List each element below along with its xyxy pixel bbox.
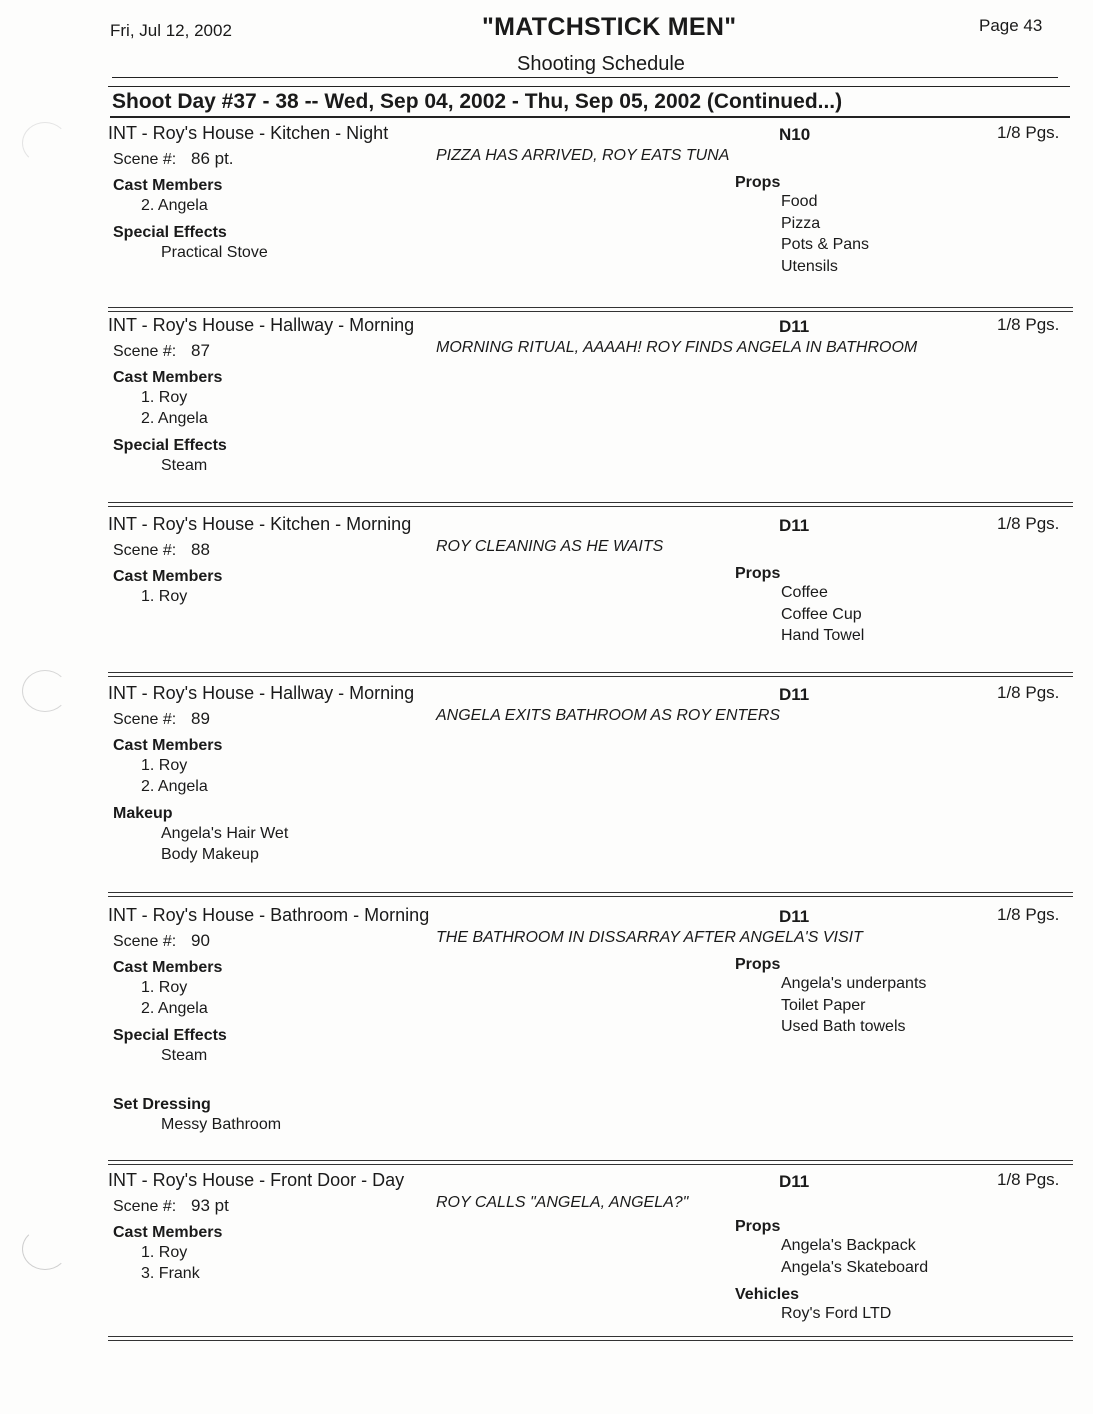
scene-number: 87 xyxy=(191,341,210,360)
day-night-code: D11 xyxy=(779,685,810,704)
scene-description: ANGELA EXITS BATHROOM AS ROY ENTERS xyxy=(436,707,781,724)
element-item: Food xyxy=(781,193,818,210)
element-category: Cast Members xyxy=(113,959,223,976)
element-category: Makeup xyxy=(113,805,173,822)
element-category: Cast Members xyxy=(113,568,223,585)
element-item: 1. Roy xyxy=(141,1244,188,1261)
element-category: Cast Members xyxy=(113,1224,223,1241)
day-night-code: D11 xyxy=(779,907,810,926)
element-item: 2. Angela xyxy=(141,778,208,795)
scene-description: PIZZA HAS ARRIVED, ROY EATS TUNA xyxy=(436,147,730,164)
scene-number-label: Scene #: xyxy=(113,542,177,559)
element-item: Toilet Paper xyxy=(781,996,866,1014)
element-category: Set Dressing xyxy=(113,1096,211,1113)
scene-slugline: INT - Roy's House - Kitchen - Morning xyxy=(108,514,412,534)
schedule-subtitle: Shooting Schedule xyxy=(517,53,685,75)
shoot-day-underline xyxy=(110,116,1070,118)
element-item: Angela's Skateboard xyxy=(781,1258,929,1276)
element-item: Coffee Cup xyxy=(781,605,862,623)
element-category: Special Effects xyxy=(113,437,227,454)
scene-description: MORNING RITUAL, AAAAH! ROY FINDS ANGELA IN BATHROOM xyxy=(436,339,918,356)
scene-separator xyxy=(108,676,1073,677)
element-category: Special Effects xyxy=(113,224,227,241)
scene-slugline: INT - Roy's House - Front Door - Day xyxy=(108,1170,405,1190)
element-item: 3. Frank xyxy=(141,1265,200,1282)
element-item: Utensils xyxy=(781,257,838,275)
scene-separator xyxy=(108,307,1073,308)
element-category: Props xyxy=(735,174,781,191)
scene-separator xyxy=(108,311,1073,312)
element-category: Vehicles xyxy=(735,1286,800,1303)
day-night-code: D11 xyxy=(779,516,810,535)
page-count: 1/8 Pgs. xyxy=(997,1170,1060,1189)
scene-number: 90 xyxy=(191,931,210,950)
page-number: Page 43 xyxy=(979,16,1043,35)
punch-hole xyxy=(22,1228,68,1270)
element-item: Pots & Pans xyxy=(781,236,870,253)
scene-separator xyxy=(108,1164,1073,1165)
scene-number: 89 xyxy=(191,709,210,728)
scene-number: 93 pt xyxy=(191,1196,229,1215)
scene-description: ROY CALLS "ANGELA, ANGELA?" xyxy=(436,1194,689,1211)
scene-slugline: INT - Roy's House - Bathroom - Morning xyxy=(108,905,430,925)
element-category: Cast Members xyxy=(113,177,223,194)
scene-separator xyxy=(108,672,1073,673)
page-count: 1/8 Pgs. xyxy=(997,123,1060,142)
element-item: Practical Stove xyxy=(161,244,268,261)
scene-number-label: Scene #: xyxy=(113,151,177,168)
header-rule xyxy=(112,77,1058,78)
punch-hole xyxy=(22,122,68,164)
scene-description: ROY CLEANING AS HE WAITS xyxy=(436,538,664,555)
scene-separator xyxy=(108,892,1073,893)
scene-slugline: INT - Roy's House - Kitchen - Night xyxy=(108,123,389,143)
production-title: "MATCHSTICK MEN" xyxy=(482,13,737,41)
element-item: 2. Angela xyxy=(141,1000,208,1017)
element-item: Steam xyxy=(161,1047,208,1064)
day-night-code: D11 xyxy=(779,317,810,336)
element-item: Body Makeup xyxy=(161,846,259,863)
element-item: 1. Roy xyxy=(141,389,188,406)
element-item: 2. Angela xyxy=(141,410,208,427)
header-rule-secondary xyxy=(108,86,1070,87)
punch-hole xyxy=(22,670,68,712)
element-item: Hand Towel xyxy=(781,627,865,644)
scene-description: THE BATHROOM IN DISSARRAY AFTER ANGELA'S VISIT xyxy=(436,929,863,946)
element-item: 1. Roy xyxy=(141,588,188,605)
element-item: Angela's Backpack xyxy=(781,1237,916,1254)
element-category: Cast Members xyxy=(113,737,223,754)
element-item: Angela's underpants xyxy=(781,975,927,992)
day-night-code: D11 xyxy=(779,1172,810,1191)
scene-number-label: Scene #: xyxy=(113,711,177,728)
element-item: Used Bath towels xyxy=(781,1018,906,1035)
scene-number: 86 pt. xyxy=(191,149,234,168)
element-item: 2. Angela xyxy=(141,197,208,214)
element-category: Props xyxy=(735,565,781,582)
element-category: Props xyxy=(735,956,781,973)
page-count: 1/8 Pgs. xyxy=(997,683,1060,702)
element-item: Angela's Hair Wet xyxy=(161,825,289,842)
element-item: 1. Roy xyxy=(141,757,188,774)
element-category: Props xyxy=(735,1218,781,1235)
day-night-code: N10 xyxy=(779,125,811,144)
element-item: Coffee xyxy=(781,584,828,601)
scene-slugline: INT - Roy's House - Hallway - Morning xyxy=(108,683,415,703)
scene-slugline: INT - Roy's House - Hallway - Morning xyxy=(108,315,415,335)
scene-separator xyxy=(108,1336,1073,1337)
page-count: 1/8 Pgs. xyxy=(997,514,1060,533)
element-item: Steam xyxy=(161,457,208,474)
page-count: 1/8 Pgs. xyxy=(997,315,1060,334)
element-category: Special Effects xyxy=(113,1027,227,1044)
scene-number-label: Scene #: xyxy=(113,1198,177,1215)
scene-number-label: Scene #: xyxy=(113,933,177,950)
shoot-day-heading: Shoot Day #37 - 38 -- Wed, Sep 04, 2002 - Thu, Sep 05, 2002 (Continued...) xyxy=(112,90,843,113)
element-item: Roy's Ford LTD xyxy=(781,1305,892,1322)
scene-number-label: Scene #: xyxy=(113,343,177,360)
scene-number: 88 xyxy=(191,540,210,559)
scene-separator xyxy=(108,506,1073,507)
print-date: Fri, Jul 12, 2002 xyxy=(110,21,232,40)
scene-separator xyxy=(108,896,1073,897)
element-item: 1. Roy xyxy=(141,979,188,996)
scene-separator xyxy=(108,1340,1073,1341)
scene-separator xyxy=(108,1160,1073,1161)
element-category: Cast Members xyxy=(113,369,223,386)
element-item: Pizza xyxy=(781,214,821,232)
element-item: Messy Bathroom xyxy=(161,1116,282,1133)
page-count: 1/8 Pgs. xyxy=(997,905,1060,924)
scene-separator xyxy=(108,502,1073,503)
